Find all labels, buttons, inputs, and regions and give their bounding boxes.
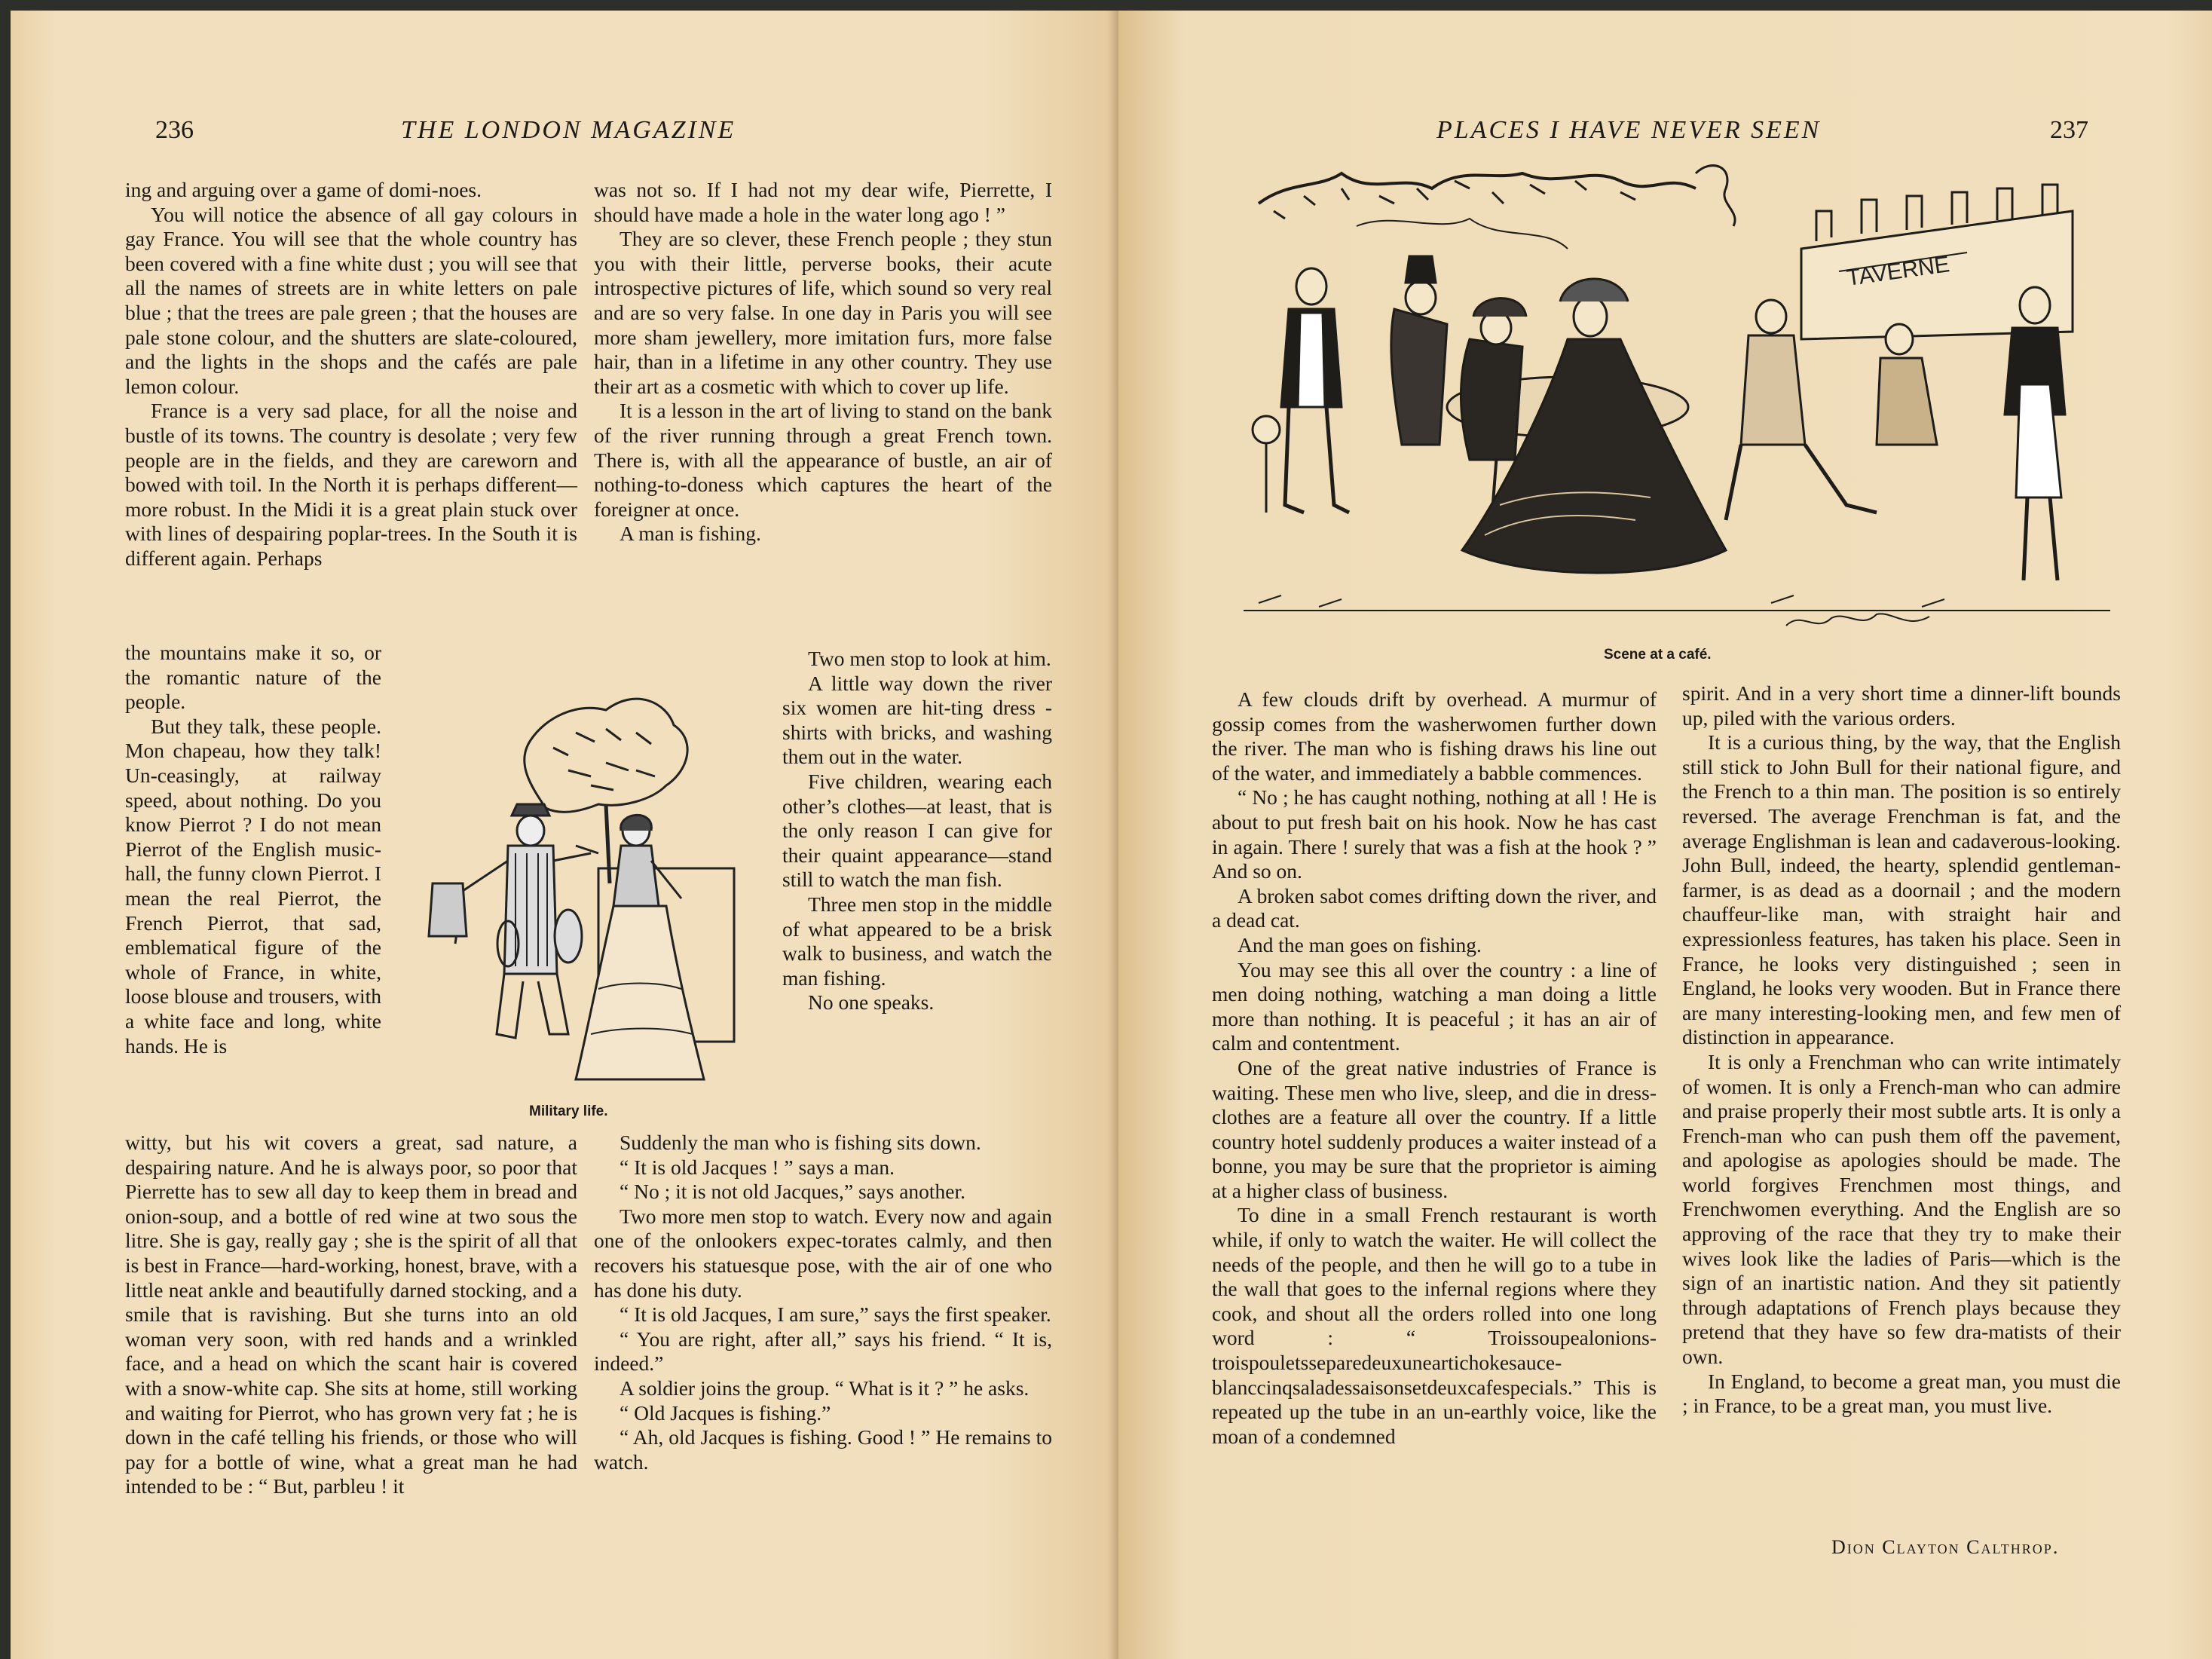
paragraph: A broken sabot comes drifting down the river, and a dead cat. [1212,883,1657,932]
right-page [1118,11,2212,1659]
left-col1-bottom [125,1131,577,1499]
paragraph: A soldier joins the group. “ What is it ? ” he asks. [620,1376,1030,1400]
paragraph: ing and arguing over a game of domi-noes. [125,178,482,201]
paragraph: “ Old Jacques is fishing.” [620,1400,831,1425]
paragraph: It is a lesson in the art of living to stand on the bank of the river running through a great French town. There is, with all the appearance of bustle, an air of nothing-to-doness which captures the heart of the foreigner at once. [594,399,1052,521]
paragraph: It is only a Frenchman who can write intimately of women. It is only a French-man who can admire and praise properly their most subtle arts. It is only a French-man who can push them off the pavement, and apologise as apologies should be made. The world forgives Frenchmen most things, and Frenchwomen everything. And the English are so approving of the race that they try to make their wives look like the ladies of Paris—which is the sign of an inartistic nation. And they sit patiently through adaptations of French plays because they pretend that they have so few dra-matists of their own. [1682,1049,2121,1369]
paragraph: “ It is old Jacques ! ” says a man. [620,1155,895,1179]
paragraph: You will notice the absence of all gay colours in gay France. You will see that the whole country has been covered with a fine white dust ; you will see that all the names of streets are in white letters on pale blue ; that the trees are pale green ; that the houses are pale stone colour, and the shutters are slate-coloured, and the lights in the shops and the cafés are pale lemon colour. [125,202,577,398]
running-head: PLACES I HAVE NEVER SEEN [1436,116,1822,144]
left-page [11,11,1118,1659]
paragraph: You may see this all over the country : a line of men doing nothing, watching a man doing a little more than nothing. It is peaceful ; it has an air of calm and contentment. [1212,957,1657,1055]
paragraph: Three men stop in the middle of what appeared to be a brisk walk to business, and watch the man fishing. [782,892,1052,990]
paragraph: No one speaks. [808,990,935,1015]
military-life-illustration [418,657,749,1110]
paragraph: “ Ah, old Jacques is fishing. Good ! ” He remains to watch. [594,1425,1052,1474]
author-signature: Dion Clayton Calthrop. [1831,1536,2060,1558]
left-col2-top [594,178,1052,546]
paragraph: Two men stop to look at him. [808,647,1051,670]
paragraph: “ No ; it is not old Jacques,” says another. [620,1180,966,1204]
paragraph: spirit. And in a very short time a dinner-lift bounds up, piled with the various orders. [1682,681,2121,730]
taverne-sign: TAVERNE [1845,252,1951,291]
left-col2-bottom [594,1131,1052,1474]
paragraph: A little way down the river six women are hit-ting dress - shirts with bricks, and washing them out in the water. [782,671,1052,769]
right-col2 [1682,681,2121,1419]
illustration-caption: Scene at a café. [1604,647,1712,663]
paragraph: “ You are right, after all,” says his friend. “ It is, indeed.” [594,1327,1052,1376]
paragraph: A man is fishing. [620,522,761,546]
right-col1 [1212,687,1657,1449]
left-col1-wrap [125,641,381,1058]
illustration-caption: Military life. [529,1103,608,1119]
page-number: 236 [155,116,194,144]
paragraph: A few clouds drift by overhead. A murmur of gossip comes from the washerwomen further down the river. The man who is fishing draws his line out of the water, and immediately a babble commences. [1212,687,1657,785]
paragraph: They are so clever, these French people ; they stun you with their little, perverse books, their acute introspective pictures of life, which sound so very real and are so very false. In one day in Paris you will see more sham jewellery, more imitation furs, more false hair, than in a lifetime in any other country. They use their art as a cosmetic with which to cover up life. [594,227,1052,398]
paragraph: “ No ; he has caught nothing, nothing at all ! He is about to put fresh bait on his hook. Now he has cast in again. There ! surely that was a fish at the hook ? ” And so on. [1212,785,1657,883]
paragraph: In England, to become a great man, you must die ; in France, to be a great man, you must live. [1682,1369,2121,1418]
paragraph: was not so. If I had not my dear wife, Pierrette, I should have made a hole in the water long ago ! ” [594,178,1052,226]
paragraph: To dine in a small French restaurant is worth while, if only to watch the waiter. He will collect the needs of the people, and then he will go to a tube in the wall that goes to the infernal regions where they cook, and shout all the orders rolled into one long word : “ Troissoupealonions-troispouletsseparedeuxuneartichokesauce-blanccinqsaladessaisonsetdeuxcafespecials.” This is repeated up the tube in an un-earthly voice, like the moan of a condemned [1212,1203,1657,1448]
running-head: THE LONDON MAGAZINE [401,116,736,144]
paragraph: “ It is old Jacques, I am sure,” says the first speaker. [620,1302,1051,1327]
paragraph: And the man goes on fishing. [1238,932,1482,957]
paragraph: witty, but his wit covers a great, sad nature, a despairing nature. And he is always poor, so poor that Pierrette has to sew all day to keep them in bread and onion-soup, and a bottle of red wine at two sous the litre. She is gay, really gay ; she is the spirit of all that is best in France—hard-working, honest, brave, with a little neat ankle and beautifully darned stocking, and a smile that is ravishing. But she turns into an old woman very soon, with red hands and a wrinkled face, and a head on which the scant hair is covered with a snow-white cap. She sits at home, still working and waiting for Pierrot, who has grown very fat ; he is down in the café telling his friends, or those who will pay for a bottle of wine, what a great man he had intended to be : “ But, parbleu ! it [125,1131,577,1498]
paragraph: One of the great native industries of France is waiting. These men who live, sleep, and die in dress-clothes are a feature all over the country. If a little country hotel suddenly produces a waiter instead of a bonne, you may be sure that the proprietor is aiming at a higher class of business. [1212,1055,1657,1202]
paragraph: But they talk, these people. Mon chapeau, how they talk! Un-ceasingly, at railway speed, about nothing. Do you know Pierrot ? I do not mean Pierrot of the English music-hall, the funny clown Pierrot. I mean the real Pierrot, the French Pierrot, that sad, emblematical figure of the whole of France, in white, loose blouse and trousers, with a white face and long, white hands. He is [125,714,381,1058]
left-col2-wrap [782,647,1052,1015]
paragraph: It is a curious thing, by the way, that the English still stick to John Bull for their national figure, and the French to a thin man. The position is so entirely reversed. The average Frenchman is fat, and the average Englishman is lean and cadaverous-looking. John Bull, indeed, the hearty, splendid gentleman-farmer, is as dead as a doornail ; and the modern chauffeur-like man, with straight hair and expressionless features, has taken his place. Seen in France, he looks very distinguished ; seen in England, he looks very wooden. But in France there are many interesting-looking men, and few men of distinction in appearance. [1682,730,2121,1049]
paragraph: Two more men stop to watch. Every now and again one of the onlookers expec-torates calmly, and then recovers his statuesque pose, with the air of one who has done his duty. [594,1204,1052,1302]
left-col1-top [125,178,577,571]
paragraph: France is a very sad place, for all the noise and bustle of its towns. The country is desolate ; very few people are in the fields, and they are careworn and bowed with toil. In the North it is perhaps different—more robust. In the Midi it is a great plain stuck over with lines of despairing poplar-trees. In the South it is different again. Perhaps [125,399,577,570]
paragraph: the mountains make it so, or the romantic nature of the people. [125,641,381,714]
paragraph: Suddenly the man who is fishing sits down. [620,1131,981,1154]
page-number: 237 [2050,116,2088,144]
cafe-scene-illustration [1244,158,2110,641]
paragraph: Five children, wearing each other’s clothes—at least, that is the only reason I can give for their quaint appearance—stand still to watch the man fish. [782,769,1052,892]
